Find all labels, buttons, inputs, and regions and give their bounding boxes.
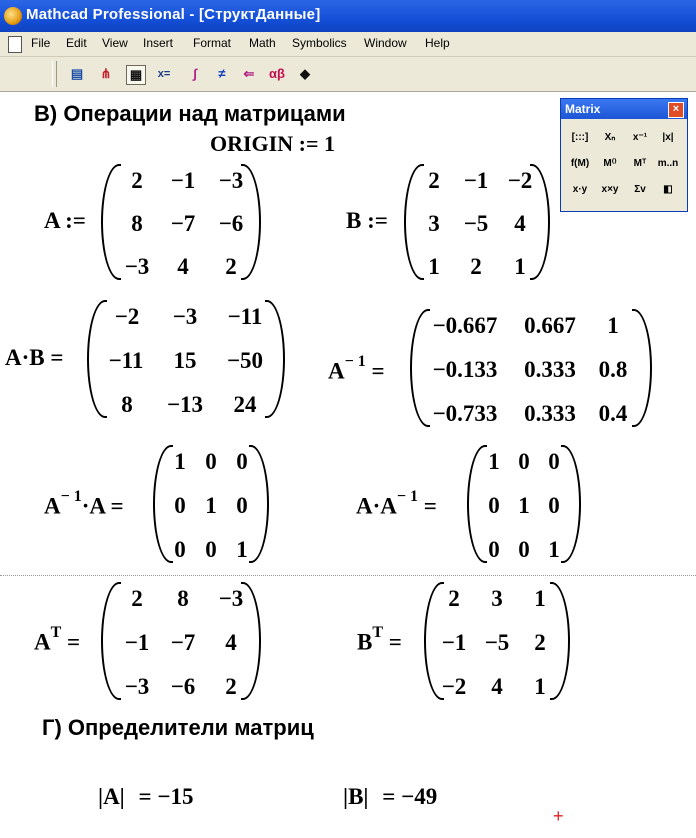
det-a-expression [98, 784, 193, 810]
matrix-cell: 24 [233, 392, 257, 417]
palette-title: Matrix [565, 102, 601, 116]
matrix-a-ainv [467, 445, 581, 563]
matrix-cell: 4 [491, 674, 503, 699]
matrix-cell: 0 [488, 493, 500, 518]
picture-button[interactable]: ◧ [663, 184, 673, 195]
vector-sum-button[interactable]: Σv [634, 184, 646, 195]
matrix-cell: −1 [441, 630, 467, 655]
matrix-cell: 2 [131, 168, 143, 193]
matrix-b [404, 164, 550, 280]
mathcad-app-icon[interactable] [4, 7, 22, 25]
cross-product-button[interactable]: x×y [601, 184, 619, 195]
matrix-cell: 1 [488, 449, 500, 474]
programming-icon[interactable]: ⇐ [243, 66, 255, 81]
matrix-cell: −1 [170, 168, 196, 193]
matrix-cell: −3 [218, 168, 244, 193]
menu-insert[interactable]: Insert [143, 36, 174, 50]
transpose-button[interactable]: Mᵀ [633, 158, 647, 169]
menu-format[interactable]: Format [193, 36, 232, 50]
menu-symbolics[interactable]: Symbolics [292, 36, 347, 50]
matrix-cell: −2 [441, 674, 467, 699]
calculator-icon[interactable]: ▤ [70, 66, 84, 81]
evaluation-icon[interactable]: x= [157, 68, 171, 80]
menu-math[interactable]: Math [249, 36, 276, 50]
matrix-cell: 0 [548, 493, 560, 518]
matrix-icon[interactable]: ▦ [126, 65, 146, 85]
matrix-cell: 0 [236, 449, 248, 474]
matrix-cell: −50 [226, 348, 264, 373]
label-a-def: A := [44, 208, 86, 233]
matrix-a-transpose [101, 582, 261, 700]
label-a-inverse [328, 353, 385, 385]
matrix-cell: 2 [448, 586, 460, 611]
label-b-def: B := [346, 208, 388, 233]
matrix-cell: 2 [131, 586, 143, 611]
matrix-cell: 3 [491, 586, 503, 611]
matrix-cell: 0.8 [598, 357, 628, 382]
label-a: A [34, 629, 51, 655]
matrix-cell: −1 [124, 630, 150, 655]
inverse-superscript: − 1 [344, 353, 366, 370]
matrix-cell: −0.733 [432, 401, 498, 426]
matrix-cell: 8 [131, 211, 143, 236]
range-variable-button[interactable]: m..n [657, 158, 679, 169]
matrix-cell: 2 [428, 168, 440, 193]
matrix-cell: 0 [174, 537, 186, 562]
label-a: A [328, 358, 345, 384]
matrix-cell: −11 [227, 304, 263, 329]
label-a-transpose [34, 624, 81, 656]
matrix-cell: −6 [170, 674, 196, 699]
matrix-cell: 1 [174, 449, 186, 474]
matrix-cell: 1 [534, 586, 546, 611]
label-a-times-a: A·A [356, 493, 397, 519]
matrix-cell: 3 [428, 211, 440, 236]
matrix-cell: −2 [114, 304, 140, 329]
matrix-cell: −11 [108, 348, 144, 373]
matrix-cell: 0 [205, 537, 217, 562]
label-b: B [357, 629, 373, 655]
matrix-ainv-a [153, 445, 269, 563]
menu-window[interactable]: Window [364, 36, 407, 50]
matrix-cell: −0.133 [432, 357, 498, 382]
title-bar [0, 0, 696, 32]
matrix-cell: 4 [514, 211, 526, 236]
label-b-transpose [357, 624, 402, 656]
matrix-cell: −6 [218, 211, 244, 236]
document-icon[interactable] [8, 36, 22, 53]
label-a-ainv [356, 488, 437, 520]
matrix-cell: −5 [463, 211, 489, 236]
equals-sign: = [423, 493, 437, 519]
matrix-cell: 4 [177, 254, 189, 279]
graph-icon[interactable]: ⋔ [100, 66, 112, 81]
matrix-cell: 2 [534, 630, 546, 655]
greek-icon[interactable]: αβ [269, 66, 285, 81]
matrix-cell: −13 [166, 392, 204, 417]
transpose-superscript: T [372, 624, 384, 641]
matrix-cell: 2 [225, 674, 237, 699]
matrix-cell: −5 [484, 630, 510, 655]
matrix-cell: 0.333 [524, 357, 576, 382]
matrix-cell: 1 [548, 537, 560, 562]
matrix-cell: −1 [463, 168, 489, 193]
label-ab: A·B = [5, 345, 64, 370]
matrix-cell: −2 [507, 168, 533, 193]
column-button[interactable]: M⁽⁾ [603, 158, 617, 169]
matrix-cell: 15 [173, 348, 197, 373]
matrix-a-inverse [410, 309, 652, 427]
window-title: Mathcad Professional - [СтруктДанные] [26, 6, 321, 23]
matrix-cell: 1 [236, 537, 248, 562]
matrix-cell: 4 [225, 630, 237, 655]
matrix-cell: 0.4 [598, 401, 628, 426]
matrix-cell: 0 [174, 493, 186, 518]
matrix-cell: −3 [218, 586, 244, 611]
matrix-cell: 2 [470, 254, 482, 279]
matrix-cell: 0 [518, 537, 530, 562]
origin-definition: ORIGIN := 1 [210, 131, 335, 156]
matrix-cell: −3 [172, 304, 198, 329]
menu-file[interactable]: File [31, 36, 51, 50]
matrix-cell: 8 [177, 586, 189, 611]
toolbar-grip[interactable] [52, 61, 57, 87]
matrix-cell: 1 [428, 254, 440, 279]
det-a: |A| [98, 784, 125, 809]
matrix-b-transpose [424, 582, 570, 700]
menu-help[interactable]: Help [425, 36, 450, 50]
palette-title-bar[interactable] [561, 99, 687, 119]
vectorize-button[interactable]: f(M) [570, 158, 590, 169]
equals-sign: = [371, 358, 385, 384]
subscript-button[interactable]: Xₙ [604, 132, 616, 143]
label-a: A [44, 493, 61, 519]
matrix-cell: 2 [225, 254, 237, 279]
matrix-cell: 0 [488, 537, 500, 562]
matrix-cell: −3 [124, 254, 150, 279]
menu-edit[interactable]: Edit [66, 36, 87, 50]
matrix-cell: 1 [205, 493, 217, 518]
matrix-cell: 0.333 [524, 401, 576, 426]
times-a-equals: ·A = [81, 493, 124, 519]
det-b-expression [343, 784, 437, 810]
section-b-heading: В) Операции над матрицами [34, 101, 346, 126]
matrix-cell: 1 [534, 674, 546, 699]
det-b-result: = −49 [382, 784, 438, 809]
matrix-cell: 1 [518, 493, 530, 518]
label-ainv-a [44, 488, 124, 520]
matrix-ab [87, 300, 285, 418]
transpose-superscript: T [50, 624, 62, 641]
matrix-cell: −7 [170, 630, 196, 655]
inverse-superscript: − 1 [396, 488, 419, 505]
region-divider [0, 575, 696, 576]
matrix-cell: −3 [124, 674, 150, 699]
inverse-button[interactable]: x⁻¹ [632, 132, 648, 143]
det-a-result: = −15 [138, 784, 194, 809]
matrix-cell: 0 [548, 449, 560, 474]
matrix-cell: 0 [205, 449, 217, 474]
math-toolbar [0, 57, 696, 92]
crosshair-cursor: + [553, 806, 564, 826]
boolean-icon[interactable]: ≠ [218, 66, 226, 81]
determinant-button[interactable]: |x| [662, 132, 674, 143]
matrix-cell: −0.667 [432, 313, 498, 338]
equals-sign: = [388, 629, 402, 655]
matrix-cell: −7 [170, 211, 196, 236]
insert-matrix-button[interactable]: [:::] [571, 132, 589, 143]
det-b: |B| [343, 784, 369, 809]
section-g-heading: Г) Определители матриц [42, 715, 314, 740]
matrix-cell: 0 [518, 449, 530, 474]
matrix-cell: 0.667 [524, 313, 576, 338]
matrix-cell: 0 [236, 493, 248, 518]
menu-view[interactable]: View [102, 36, 128, 50]
inverse-superscript: − 1 [60, 488, 82, 505]
matrix-cell: 1 [607, 313, 619, 338]
matrix-cell: 1 [514, 254, 526, 279]
menu-bar [0, 32, 696, 57]
symbolic-icon[interactable]: ◆ [300, 66, 310, 81]
calculus-icon[interactable]: ∫ [193, 66, 197, 81]
matrix-a [101, 164, 261, 280]
matrix-palette[interactable] [560, 98, 688, 212]
dot-product-button[interactable]: x·y [572, 184, 588, 195]
equals-sign: = [67, 629, 81, 655]
close-icon[interactable]: × [668, 102, 684, 118]
matrix-cell: 8 [121, 392, 133, 417]
